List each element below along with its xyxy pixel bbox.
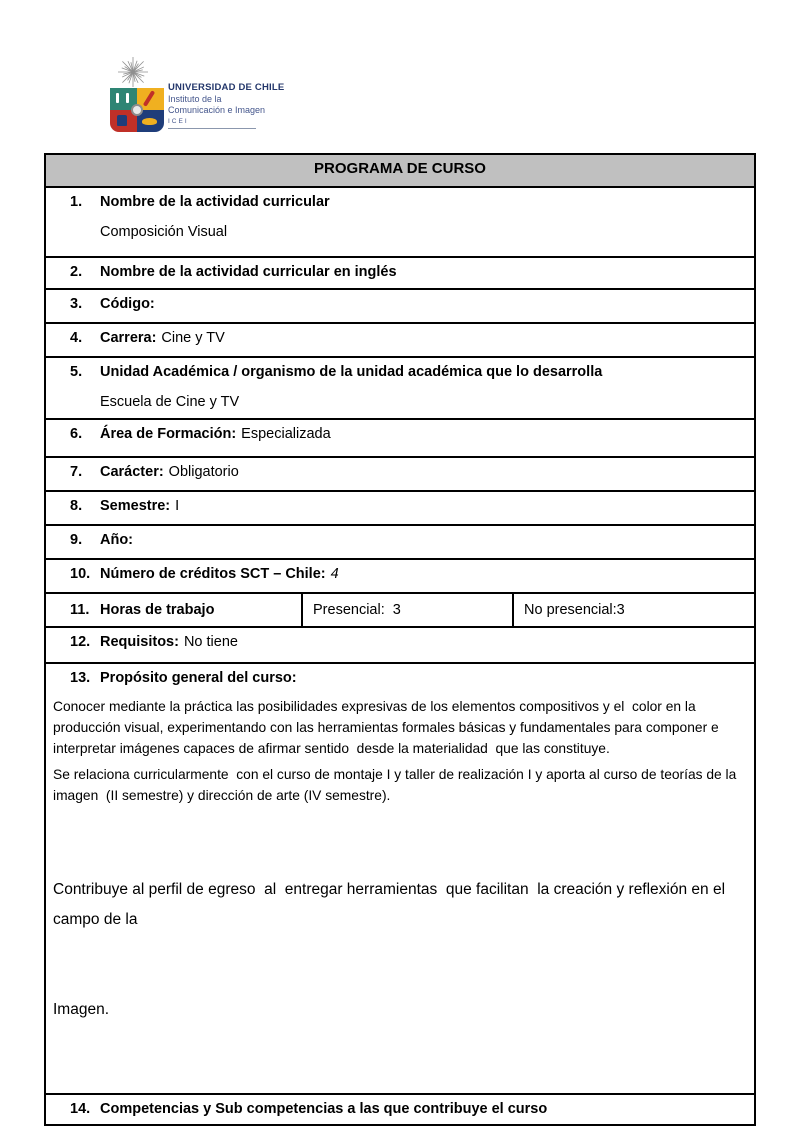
proposito-paragraph-3 <box>53 815 747 1085</box>
proposito-paragraph-3-line1: Contribuye al perfil de egreso al entregar herramientas que facilitan la creación y reflexión en el campo de la <box>53 881 730 928</box>
logo-university-name: UNIVERSIDAD DE CHILE <box>168 82 285 93</box>
row-carrera: 4. Carrera: Cine y TV <box>46 322 754 356</box>
row-label-line: 13. Propósito general del curso: <box>70 670 297 686</box>
row-semestre: 8. Semestre: I <box>46 490 754 524</box>
row-value: Composición Visual <box>100 224 228 240</box>
cell-no-presencial: No presencial:3 <box>512 594 754 626</box>
course-program-table <box>44 153 756 1126</box>
row-caracter: 7. Carácter: Obligatorio <box>46 456 754 490</box>
logo-acronym: ICEI <box>168 118 189 126</box>
logo-institute-line1: Instituto de la <box>168 93 222 104</box>
row-unidad-academica <box>46 356 754 418</box>
row-creditos-sct: 10. Número de créditos SCT – Chile: 4 <box>46 558 754 592</box>
starburst-icon <box>116 55 150 89</box>
logo-underline <box>168 128 256 129</box>
row-requisitos: 12. Requisitos: No tiene <box>46 626 754 662</box>
logo-institute-line2: Comunicación e Imagen <box>168 105 266 116</box>
row-label-line: 1. Nombre de la actividad curricular <box>70 194 330 210</box>
row-codigo: 3. Código: <box>46 288 754 322</box>
logo-text-block <box>168 82 284 129</box>
cell-horas-label: 11. Horas de trabajo <box>70 602 215 618</box>
uchile-logo <box>110 55 330 135</box>
uchile-shield-icon <box>110 88 164 132</box>
table-title: PROGRAMA DE CURSO <box>46 155 754 186</box>
proposito-paragraph-3-line2: Imagen. <box>53 1001 110 1018</box>
row-anio: 9. Año: <box>46 524 754 558</box>
row-nombre-ingles: 2. Nombre de la actividad curricular en inglés <box>46 256 754 288</box>
row-proposito-general <box>46 662 754 1093</box>
proposito-paragraph-1: Conocer mediante la práctica las posibilidades expresivas de los elementos compositivos y el color en la producción visual, experimentando con las herramientas formales básicas y fundamentales para componer e interpretar imágenes capaces de afirmar sentido desde la materialidad que las constituye. <box>53 699 723 756</box>
row-value: Escuela de Cine y TV <box>100 394 240 410</box>
shield-center-medal <box>131 104 143 116</box>
cell-presencial: Presencial: 3 <box>301 594 512 626</box>
row-label-line: 5. Unidad Académica / organismo de la unidad académica que lo desarrolla <box>70 364 603 380</box>
row-nombre-actividad <box>46 186 754 256</box>
proposito-paragraph-2: Se relaciona curricularmente con el curso de montaje I y taller de realización I y aporta al curso de teorías de la imagen (II semestre) y dirección de arte (IV semestre). <box>53 767 741 803</box>
row-area-formacion: 6. Área de Formación: Especializada <box>46 418 754 456</box>
row-horas-trabajo <box>46 592 754 626</box>
row-competencias: 14. Competencias y Sub competencias a las que contribuye el curso <box>46 1093 754 1124</box>
